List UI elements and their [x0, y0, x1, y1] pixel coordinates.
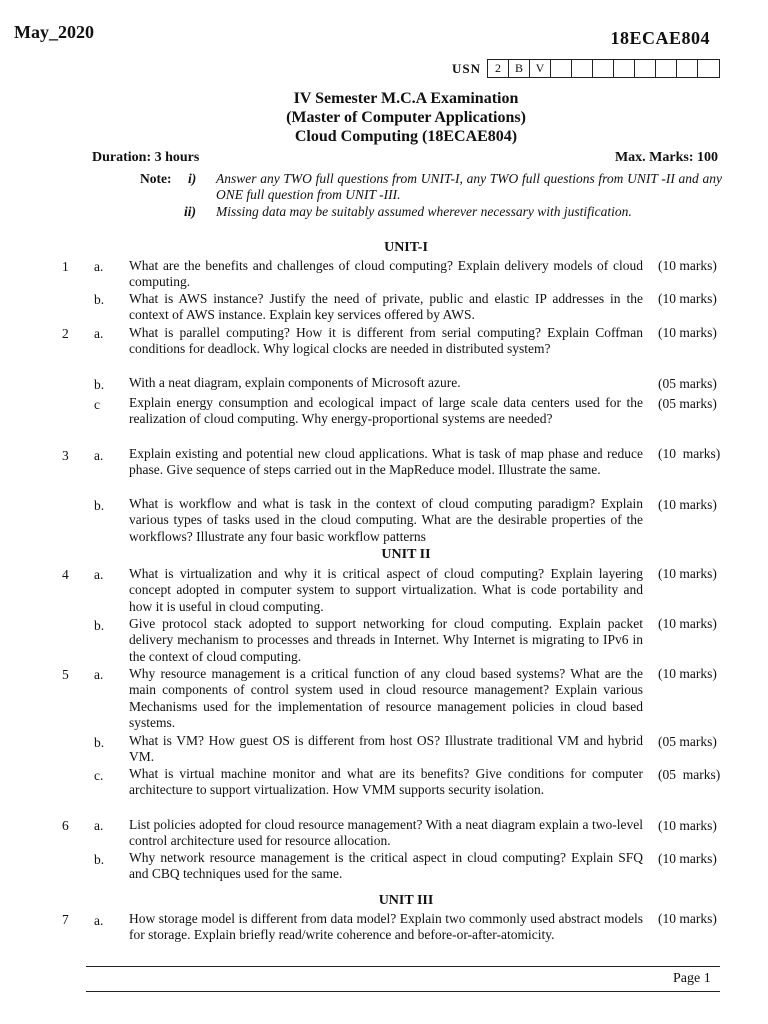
usn-cell [593, 60, 614, 77]
max-marks: Max. Marks: 100 [614, 150, 718, 165]
question-part: a. [94, 818, 104, 833]
question-marks: (10 marks) [658, 616, 717, 631]
usn-cell: B [509, 60, 530, 77]
question-part: a. [94, 448, 104, 463]
exam-title [0, 89, 768, 146]
question-text: What is parallel computing? How it is different from serial computing? Explain Coffman conditions for deadlock. Why logical clocks are needed in distributed system? [129, 325, 643, 357]
question-part: b. [94, 852, 105, 867]
question-marks: (10 marks) [658, 497, 717, 512]
note-index: ii) [184, 204, 196, 219]
usn-cell: 2 [488, 60, 509, 77]
usn-cell [551, 60, 572, 77]
question-part: a. [94, 259, 104, 274]
question-part: b. [94, 377, 105, 392]
usn-cell [614, 60, 635, 77]
note-text: Answer any TWO full questions from UNIT-I, any TWO full questions from UNIT -II and any ONE full question from UNIT -III. [216, 171, 722, 202]
question-number: 4 [62, 567, 69, 582]
note-index: i) [188, 171, 197, 186]
unit-heading: UNIT III [378, 893, 434, 908]
question-part: c. [94, 768, 104, 783]
question-marks: (05 marks) [658, 767, 721, 782]
question-text: What are the benefits and challenges of cloud computing? Explain delivery models of cloud computing. [129, 258, 643, 290]
question-text: Why resource management is a critical function of any cloud based systems? What are the main components of control system used in cloud resource management? Explain various Mechanisms used for the implementation of resource management policies in cloud based systems. [129, 666, 643, 730]
question-text: Give protocol stack adopted to support networking for cloud computing. Explain packet delivery mechanism to processes and threads in Internet. Why Internet is migrating to IPv6 in the context of cloud computing. [129, 616, 643, 664]
exam-title-line3: Cloud Computing (18ECAE804) [294, 128, 518, 145]
footer-rule [86, 991, 720, 992]
note-label: Note: [140, 171, 172, 186]
question-part: c [94, 397, 100, 412]
question-text: What is workflow and what is task in the context of cloud computing paradigm? Explain various types of tasks used in the cloud computing. What are the desirable properties of the workflows? Illustrate any four basic workflow patterns [129, 496, 643, 544]
question-marks: (10 marks) [658, 818, 717, 833]
question-part: b. [94, 292, 105, 307]
question-number: 2 [62, 326, 69, 341]
exam-title-line2: (Master of Computer Applications) [286, 109, 526, 126]
exam-date: May_2020 [14, 22, 94, 42]
usn-cell [677, 60, 698, 77]
subject-code: 18ECAE804 [610, 28, 710, 48]
question-marks: (10 marks) [658, 566, 717, 581]
usn-cell [698, 60, 719, 77]
usn-boxes [487, 59, 720, 78]
question-part: a. [94, 913, 104, 928]
question-marks: (10 marks) [658, 291, 717, 306]
question-marks: (05 marks) [658, 376, 717, 391]
unit-heading: UNIT II [381, 547, 431, 562]
exam-title-line1: IV Semester M.C.A Examination [293, 90, 519, 107]
question-text: What is virtual machine monitor and what are its benefits? Give conditions for computer architecture to support virtualization. How VMM supports security isolation. [129, 766, 643, 798]
question-text: Explain energy consumption and ecological impact of large scale data centers used for the realization of cloud computing. Why energy-proportional systems are needed? [129, 395, 643, 427]
question-marks: (10 marks) [658, 666, 717, 681]
question-marks: (05 marks) [658, 734, 717, 749]
question-part: b. [94, 735, 105, 750]
usn-cell [635, 60, 656, 77]
question-text: What is AWS instance? Justify the need of private, public and elastic IP addresses in the context of AWS instance. Explain key services offered by AWS. [129, 291, 643, 323]
usn-cell [572, 60, 593, 77]
page-number: Page 1 [673, 971, 711, 986]
question-part: b. [94, 618, 105, 633]
question-text: How storage model is different from data model? Explain two commonly used abstract models for storage. Explain briefly read/write coherence and before-or-after-atomicity. [129, 911, 643, 943]
question-text: Explain existing and potential new cloud applications. What is task of map phase and reduce phase. Give sequence of steps carried out in the MapReduce model. Illustrate the same. [129, 446, 643, 478]
question-text: With a neat diagram, explain components of Microsoft azure. [129, 375, 461, 390]
question-marks: (10 marks) [658, 258, 717, 273]
question-number: 3 [62, 448, 69, 463]
question-part: a. [94, 326, 104, 341]
footer-rule [86, 966, 720, 967]
question-part: a. [94, 667, 104, 682]
question-marks: (10 marks) [658, 446, 721, 461]
question-number: 6 [62, 818, 69, 833]
question-text: Why network resource management is the critical aspect in cloud computing? Explain SFQ and CBQ techniques used for the same. [129, 850, 643, 882]
question-number: 7 [62, 912, 69, 927]
usn-label: USN [452, 60, 482, 76]
unit-heading: UNIT-I [384, 240, 428, 255]
usn-cell: V [530, 60, 551, 77]
question-part: b. [94, 498, 105, 513]
question-text: List policies adopted for cloud resource management? With a neat diagram explain a two-level control architecture used for resource allocation. [129, 817, 643, 849]
question-marks: (10 marks) [658, 851, 717, 866]
usn-cell [656, 60, 677, 77]
duration: Duration: 3 hours [92, 150, 200, 165]
question-marks: (10 marks) [658, 911, 717, 926]
question-number: 5 [62, 667, 69, 682]
usn-field [452, 59, 720, 78]
question-text: What is VM? How guest OS is different from host OS? Illustrate traditional VM and hybrid VM. [129, 733, 643, 765]
question-text: What is virtualization and why it is critical aspect of cloud computing? Explain layering concept adopted in computer system to support virtualization. What is code portability and how it is useful in cloud computing. [129, 566, 643, 614]
question-marks: (05 marks) [658, 396, 717, 411]
question-number: 1 [62, 259, 69, 274]
question-marks: (10 marks) [658, 325, 717, 340]
question-part: a. [94, 567, 104, 582]
note-text: Missing data may be suitably assumed wherever necessary with justification. [216, 204, 632, 219]
